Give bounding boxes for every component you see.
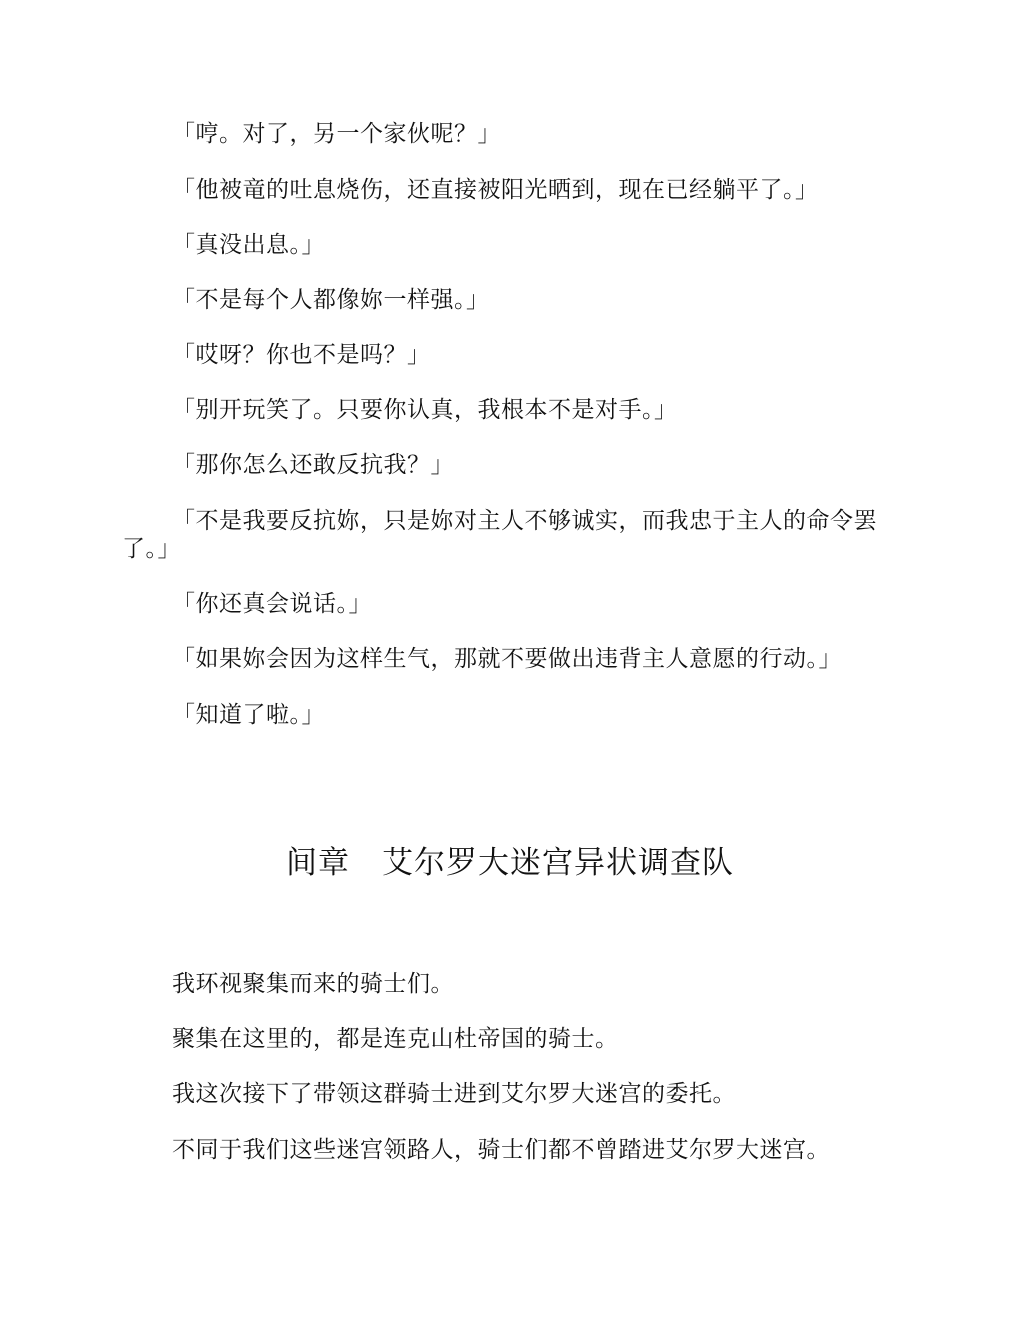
dialogue-line: 「真没出息。」 [172, 232, 325, 258]
dialogue-line: 「别开玩笑了。只要你认真，我根本不是对手。」 [172, 397, 678, 423]
dialogue-line: 「哼。对了，另一个家伙呢？」 [172, 121, 501, 147]
chapter-title: 间章 艾尔罗大迷宫异状调查队 [286, 845, 734, 881]
dialogue-line: 「那你怎么还敢反抗我？」 [172, 452, 454, 478]
dialogue-line: 「不是我要反抗妳，只是妳对主人不够诚实，而我忠于主人的命令罢了。」 [122, 508, 877, 562]
dialogue-line: 「如果妳会因为这样生气，那就不要做出违背主人意愿的行动。」 [172, 646, 842, 672]
narrative-paragraph: 不同于我们这些迷宫领路人，骑士们都不曾踏进艾尔罗大迷宫。 [172, 1137, 830, 1163]
dialogue-line: 「你还真会说话。」 [172, 591, 372, 617]
dialogue-line: 「知道了啦。」 [172, 702, 325, 728]
narrative-paragraph: 我环视聚集而来的骑士们。 [172, 971, 454, 997]
dialogue-line: 「不是每个人都像妳一样强。」 [172, 287, 490, 313]
dialogue-line: 「哎呀？你也不是吗？」 [172, 342, 431, 368]
dialogue-line: 「他被竜的吐息烧伤，还直接被阳光晒到，现在已经躺平了。」 [172, 177, 819, 203]
narrative-paragraph: 聚集在这里的，都是连克山杜帝国的骑士。 [172, 1026, 619, 1052]
narrative-paragraph: 我这次接下了带领这群骑士进到艾尔罗大迷宫的委托。 [172, 1081, 736, 1107]
